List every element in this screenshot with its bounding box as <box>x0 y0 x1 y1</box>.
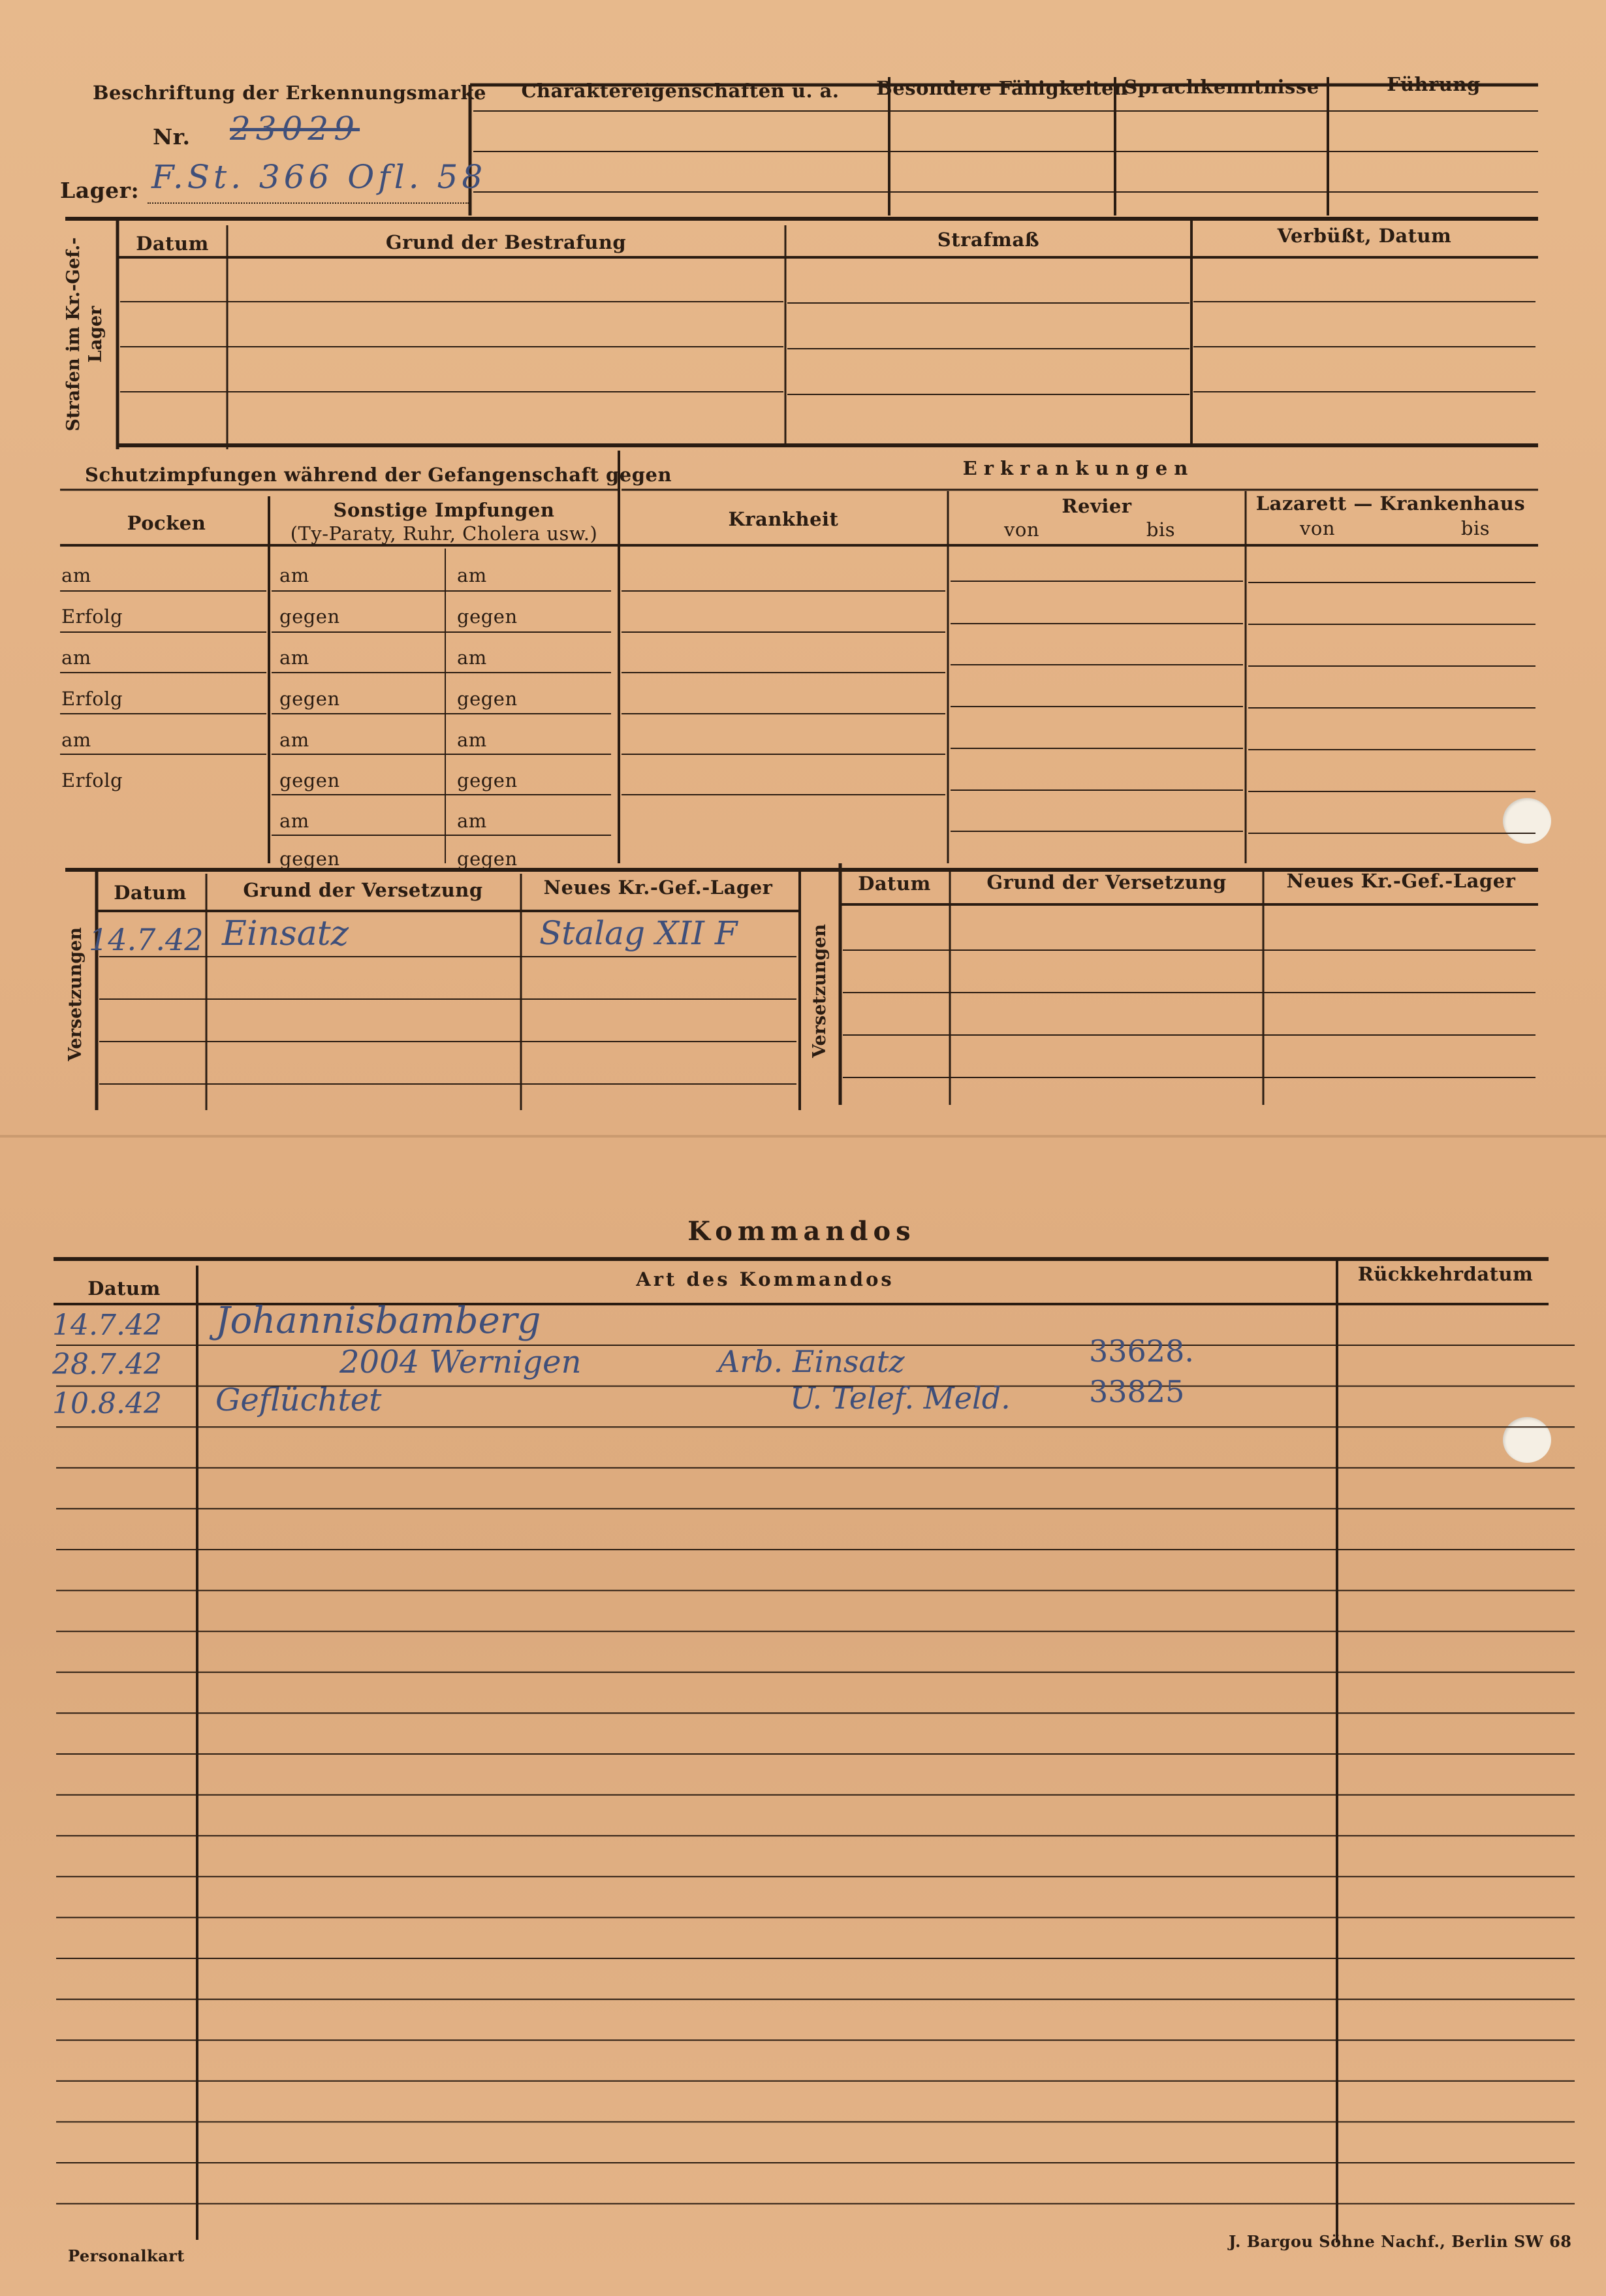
kommandos-col-rueckkehr: Rückkehrdatum <box>1357 1263 1534 1285</box>
strafen-col-grund: Grund der Bestrafung <box>385 231 627 253</box>
kommando-3-nummer: 33825 <box>1089 1374 1185 1409</box>
kommando-3-art: Geflüchtet <box>215 1382 382 1418</box>
impf-b-row-6: gegen <box>457 769 518 791</box>
vers-left-col-grund: Grund der Versetzung <box>243 879 483 901</box>
strafen-side-label: Strafen im Kr.-Gef.-Lager <box>63 237 106 432</box>
impf-b-row-3: am <box>457 646 487 669</box>
strafen-col-verbuesst: Verbüßt, Datum <box>1277 225 1452 247</box>
impf-b-row-5: am <box>457 729 487 751</box>
vers-entry-datum: 14.7.42 <box>89 922 204 957</box>
sonstige-subheader: (Ty-Paraty, Ruhr, Cholera usw.) <box>290 522 598 545</box>
vers-entry-grund: Einsatz <box>222 914 349 953</box>
vers-right-col-lager: Neues Kr.-Gef.-Lager <box>1286 870 1516 892</box>
lager-label: Lager: <box>60 178 140 203</box>
impf-a-row-2: gegen <box>279 605 340 628</box>
pocken-row-6: Erfolg <box>61 769 123 791</box>
footer-right: J. Bargou Söhne Nachf., Berlin SW 68 <box>1229 2232 1572 2251</box>
lazarett-header: Lazarett — Krankenhaus <box>1255 492 1526 515</box>
impfungen-heading: Schutzimpfungen während der Gefangenschaft gegen <box>85 464 672 486</box>
pocken-row-1: am <box>61 564 91 586</box>
kommando-2-nummer: 33628. <box>1089 1333 1194 1369</box>
impf-b-row-7: am <box>457 810 487 832</box>
vers-left-col-lager: Neues Kr.-Gef.-Lager <box>543 876 773 899</box>
kommando-3-datum: 10.8.42 <box>52 1387 162 1420</box>
impf-b-row-8: gegen <box>457 848 518 870</box>
lager-value: F.St. 366 Ofl. 58 <box>151 158 487 196</box>
strafen-col-datum: Datum <box>136 232 209 255</box>
impf-a-row-6: gegen <box>279 769 340 791</box>
versetzungen-side-label-left: Versetzungen <box>65 927 86 1061</box>
col-charakter: Charaktereigenschaften u. a. <box>521 80 840 102</box>
versetzungen-side-label-right: Versetzungen <box>810 923 830 1058</box>
revier-header: Revier <box>1062 495 1132 517</box>
vers-entry-lager: Stalag XII F <box>539 914 738 952</box>
pocken-row-2: Erfolg <box>61 605 123 628</box>
kommandos-col-datum: Datum <box>87 1277 161 1299</box>
kommandos-title: Kommandos <box>687 1216 916 1247</box>
kommando-2-extra: Arb. Einsatz <box>718 1344 905 1379</box>
impf-a-row-7: am <box>279 810 309 832</box>
impf-a-row-8: gegen <box>279 848 340 870</box>
impf-b-row-1: am <box>457 564 487 586</box>
lager-dotted-line <box>148 202 469 204</box>
pocken-row-3: am <box>61 646 91 669</box>
impf-b-row-2: gegen <box>457 605 518 628</box>
nr-label: Nr. <box>153 124 191 150</box>
revier-bis: bis <box>1146 518 1176 541</box>
impf-a-row-3: am <box>279 646 309 669</box>
col-fuehrung: Führung <box>1387 73 1481 95</box>
kommando-2-datum: 28.7.42 <box>52 1348 162 1381</box>
krankheit-header: Krankheit <box>728 508 839 530</box>
kommando-2-art: 2004 Wernigen <box>339 1344 582 1380</box>
kommando-1-art: Johannisbamberg <box>215 1299 541 1342</box>
lazarett-bis: bis <box>1460 517 1490 539</box>
nr-value: 23029 <box>230 110 360 148</box>
strafen-col-strafmass: Strafmaß <box>937 229 1040 251</box>
impf-a-row-5: am <box>279 729 309 751</box>
lazarett-von: von <box>1299 517 1336 539</box>
footer-left: Personalkart <box>68 2246 185 2265</box>
erkrankungen-heading: Erkrankungen <box>962 457 1195 479</box>
vers-left-col-datum: Datum <box>114 882 187 904</box>
col-faehigkeiten: Besondere Fähigkeiten <box>876 77 1128 99</box>
vers-right-col-datum: Datum <box>858 872 931 895</box>
impf-a-row-1: am <box>279 564 309 586</box>
vers-right-col-grund: Grund der Versetzung <box>986 871 1227 893</box>
kommandos-col-art: Art des Kommandos <box>636 1268 894 1290</box>
revier-von: von <box>1003 518 1040 541</box>
col-sprachen: Sprachkenntnisse <box>1124 76 1319 98</box>
kommando-3-extra: U. Telef. Meld. <box>790 1380 1011 1416</box>
pocken-row-5: am <box>61 729 91 751</box>
impf-b-row-4: gegen <box>457 688 518 710</box>
erkennungsmarke-heading: Beschriftung der Erkennungsmarke <box>93 82 487 104</box>
kommando-1-datum: 14.7.42 <box>52 1309 162 1342</box>
impf-a-row-4: gegen <box>279 688 340 710</box>
pocken-header: Pocken <box>127 512 206 534</box>
pocken-row-4: Erfolg <box>61 688 123 710</box>
sonstige-header: Sonstige Impfungen <box>333 499 555 521</box>
